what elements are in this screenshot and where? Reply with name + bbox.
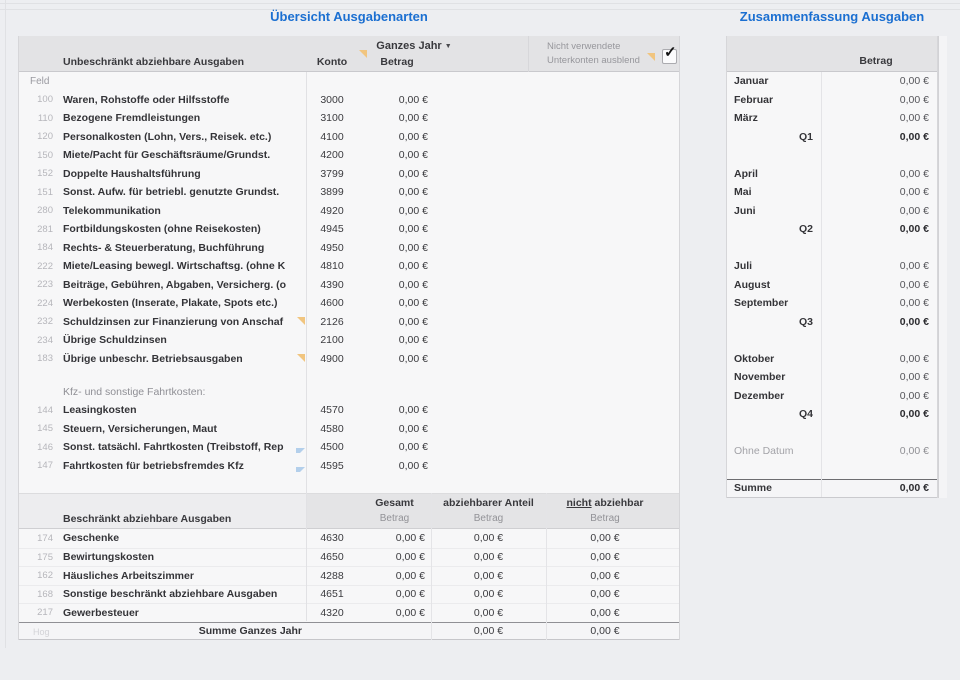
row-number-cell: 147	[37, 460, 53, 472]
gesamt-cell[interactable]: 0,00 €	[395, 532, 425, 545]
chevron-down-icon: ▼	[444, 43, 452, 50]
row-number-cell: 184	[37, 242, 53, 254]
betrag-cell[interactable]: 0,00 €	[398, 422, 428, 435]
summary-row-label: Q4	[798, 408, 813, 421]
summary-row-label: Juli	[734, 260, 753, 273]
row-number-cell: 183	[37, 353, 53, 365]
summary-row-label: Q3	[798, 315, 813, 328]
expenses-table	[18, 36, 680, 640]
konto-cell[interactable]: 4595	[320, 459, 344, 472]
summary-row[interactable]	[727, 202, 937, 221]
konto-cell[interactable]: 4920	[320, 204, 344, 217]
header-divider	[528, 36, 529, 72]
summary-row[interactable]	[727, 109, 937, 128]
gesamt-column-subheader: Betrag	[379, 513, 410, 524]
total-row-label: Summe Ganzes Jahr	[198, 624, 302, 637]
description-cell[interactable]: Fortbildungskosten (ohne Reisekosten)	[63, 223, 261, 236]
summary-row-label: Ohne Datum	[734, 445, 794, 458]
summary-row-label: Q2	[798, 223, 813, 236]
nicht-cell[interactable]: 0,00 €	[590, 532, 620, 545]
betrag-cell[interactable]: 0,00 €	[398, 278, 428, 291]
summary-row[interactable]	[727, 461, 937, 480]
konto-cell[interactable]: 4580	[320, 422, 344, 435]
betrag-cell[interactable]: 0,00 €	[398, 334, 428, 347]
kfz-section-label: Kfz- und sonstige Fahrtkosten:	[63, 385, 206, 398]
hide-unused-checkbox[interactable]	[662, 44, 677, 64]
konto-cell[interactable]: 4100	[320, 130, 344, 143]
summary-value-cell[interactable]: 0,00 €	[899, 260, 929, 273]
summary-value-cell[interactable]: 0,00 €	[899, 352, 929, 365]
description-cell[interactable]: Leasingkosten	[63, 404, 137, 417]
konto-cell[interactable]: 4651	[320, 588, 344, 601]
column-gridline	[821, 72, 822, 497]
hide-unused-label-line1: Nicht verwendete	[547, 41, 621, 52]
anteil-column-header: abziehbarer Anteil	[443, 497, 534, 509]
comment-marker-icon	[296, 448, 305, 453]
row-number-cell: 152	[37, 168, 53, 180]
betrag-cell[interactable]: 0,00 €	[398, 241, 428, 254]
period-dropdown[interactable]: Ganzes Jahr ▼	[376, 40, 452, 52]
summary-row[interactable]	[727, 294, 937, 313]
total-anteil-cell[interactable]: 0,00 €	[473, 624, 504, 637]
description-cell[interactable]: Bezogene Fremdleistungen	[63, 112, 201, 125]
summary-table-header	[727, 36, 937, 72]
betrag-cell[interactable]: 0,00 €	[398, 223, 428, 236]
table-row[interactable]	[19, 220, 679, 239]
betrag-cell[interactable]: 0,00 €	[398, 352, 428, 365]
row-number-cell: 145	[37, 423, 53, 435]
hide-unused-label-line2: Unterkonten ausblend	[547, 55, 640, 66]
row-number-cell: 280	[37, 205, 53, 217]
summary-row[interactable]	[727, 146, 937, 165]
summary-row[interactable]	[727, 72, 937, 91]
summary-betrag-column-header: Betrag	[859, 55, 893, 67]
betrag-cell[interactable]: 0,00 €	[398, 112, 428, 125]
konto-column-header: Konto	[316, 56, 348, 68]
konto-cell[interactable]: 2126	[320, 315, 344, 328]
row-number-cell: 232	[37, 316, 53, 328]
konto-cell[interactable]: 4600	[320, 297, 344, 310]
kfz-expense-rows	[19, 401, 679, 475]
summary-row-label: Februar	[734, 93, 774, 106]
table-row[interactable]	[19, 109, 679, 128]
summary-row-label: Juni	[734, 204, 756, 217]
description-cell[interactable]: Telekommunikation	[63, 204, 161, 217]
nicht-cell[interactable]: 0,00 €	[590, 569, 620, 582]
checkmark-icon: ✓	[664, 44, 677, 61]
konto-cell[interactable]: 4320	[320, 606, 344, 619]
table-row[interactable]	[19, 294, 679, 313]
row-number-cell: 146	[37, 441, 53, 453]
table-row[interactable]	[19, 566, 679, 585]
table-row[interactable]	[19, 350, 679, 369]
kfz-section-row	[19, 383, 679, 402]
row-number-cell: 175	[37, 551, 53, 563]
gesamt-cell[interactable]: 0,00 €	[395, 606, 425, 619]
summary-row[interactable]	[727, 276, 937, 295]
summary-row-label: Januar	[734, 75, 769, 88]
gesamt-cell[interactable]: 0,00 €	[395, 569, 425, 582]
table-row[interactable]	[19, 165, 679, 184]
table-row[interactable]	[19, 585, 679, 604]
table-row[interactable]	[19, 548, 679, 567]
konto-cell[interactable]: 4500	[320, 441, 344, 454]
row-number-cell: 174	[37, 532, 53, 544]
konto-cell[interactable]: 4810	[320, 260, 344, 273]
summary-row[interactable]	[727, 257, 937, 276]
table-row[interactable]	[19, 183, 679, 202]
anteil-cell[interactable]: 0,00 €	[473, 551, 504, 564]
summary-value-cell[interactable]: 0,00 €	[899, 408, 929, 421]
row-number-cell: 150	[37, 149, 53, 161]
column-gridline	[431, 493, 432, 640]
summary-row[interactable]	[727, 387, 937, 406]
table-row[interactable]	[19, 529, 679, 548]
description-cell[interactable]: Sonstige beschränkt abziehbare Ausgaben	[63, 588, 278, 601]
summary-row-label: März	[734, 112, 758, 125]
summary-value-cell[interactable]: 0,00 €	[899, 167, 929, 180]
summary-value-cell[interactable]: 0,00 €	[899, 389, 929, 402]
betrag-cell[interactable]: 0,00 €	[398, 167, 428, 180]
konto-cell[interactable]: 4630	[320, 532, 344, 545]
section2-header-label: Beschränkt abziehbare Ausgaben	[63, 513, 232, 525]
row-number-cell: 162	[37, 570, 53, 582]
summary-row-label: September	[734, 297, 789, 310]
summary-row-label: Q1	[798, 130, 813, 143]
row-number-cell: 234	[37, 334, 53, 346]
table-row[interactable]	[19, 202, 679, 221]
summary-value-cell[interactable]: 0,00 €	[899, 482, 929, 495]
table-row[interactable]	[19, 401, 679, 420]
table-row[interactable]	[19, 603, 679, 622]
row-number-cell: 120	[37, 131, 53, 143]
main-table-title: Übersicht Ausgabenarten	[270, 9, 428, 24]
row-number-cell: 281	[37, 223, 53, 235]
column-gridline	[546, 493, 547, 640]
description-cell[interactable]: Bewirtungskosten	[63, 551, 155, 564]
konto-cell[interactable]: 4288	[320, 569, 344, 582]
total-nicht-cell[interactable]: 0,00 €	[590, 624, 620, 637]
anteil-column-subheader: Betrag	[473, 513, 504, 524]
gesamt-column-header: Gesamt	[375, 497, 414, 509]
summary-value-cell[interactable]: 0,00 €	[899, 75, 929, 88]
konto-cell[interactable]: 4390	[320, 278, 344, 291]
summary-table	[726, 36, 938, 498]
betrag-cell[interactable]: 0,00 €	[398, 459, 428, 472]
table-row[interactable]	[19, 91, 679, 110]
limited-expenses-header	[19, 493, 679, 529]
table-row[interactable]	[19, 313, 679, 332]
nicht-cell[interactable]: 0,00 €	[590, 588, 620, 601]
summary-row[interactable]	[727, 424, 937, 443]
konto-cell[interactable]: 3000	[320, 93, 344, 106]
description-cell[interactable]: Sonst. tatsächl. Fahrtkosten (Treibstoff, Rep	[59, 441, 306, 453]
comment-marker-icon	[647, 53, 655, 61]
anteil-cell[interactable]: 0,00 €	[473, 569, 504, 582]
betrag-cell[interactable]: 0,00 €	[398, 93, 428, 106]
anteil-cell[interactable]: 0,00 €	[473, 532, 504, 545]
table-row[interactable]	[19, 457, 679, 476]
feld-label: Feld	[30, 75, 50, 87]
konto-cell[interactable]: 4945	[320, 223, 344, 236]
summary-row[interactable]	[727, 479, 937, 498]
table-row[interactable]	[19, 239, 679, 258]
konto-cell[interactable]: 4650	[320, 551, 344, 564]
summary-row-label: Mai	[734, 186, 752, 199]
konto-cell[interactable]: 4570	[320, 404, 344, 417]
spacer	[19, 475, 679, 493]
edge-artifact-text: Hog	[33, 626, 50, 637]
summary-value-cell[interactable]: 0,00 €	[899, 204, 929, 217]
row-number-cell: 144	[37, 404, 53, 416]
description-cell[interactable]: Gewerbesteuer	[63, 606, 139, 619]
konto-cell[interactable]: 3899	[320, 186, 344, 199]
betrag-column-header: Betrag	[380, 56, 414, 68]
nicht-column-header: nicht abziehbar	[566, 497, 644, 509]
betrag-cell[interactable]: 0,00 €	[398, 260, 428, 273]
summary-row[interactable]	[727, 350, 937, 369]
konto-cell[interactable]: 2100	[320, 334, 344, 347]
summary-row[interactable]	[727, 165, 937, 184]
konto-cell[interactable]: 4900	[320, 352, 344, 365]
table-row[interactable]	[19, 276, 679, 295]
betrag-cell[interactable]: 0,00 €	[398, 404, 428, 417]
feld-row	[19, 72, 679, 91]
gesamt-cell[interactable]: 0,00 €	[395, 588, 425, 601]
betrag-cell[interactable]: 0,00 €	[398, 130, 428, 143]
summary-value-cell[interactable]: 0,00 €	[899, 278, 929, 291]
summary-value-cell[interactable]: 0,00 €	[899, 315, 929, 328]
row-number-cell: 168	[37, 588, 53, 600]
edge-gridline	[5, 0, 6, 648]
comment-marker-icon	[297, 317, 305, 325]
summary-value-cell[interactable]: 0,00 €	[899, 445, 929, 458]
summary-row-label: August	[734, 278, 771, 291]
description-cell[interactable]: Personalkosten (Lohn, Vers., Reisek. etc.)	[63, 130, 272, 143]
nicht-cell[interactable]: 0,00 €	[590, 606, 620, 619]
section1-header-label: Unbeschränkt abziehbare Ausgaben	[63, 56, 245, 68]
gesamt-cell[interactable]: 0,00 €	[395, 551, 425, 564]
row-number-cell: 222	[37, 260, 53, 272]
comment-marker-icon	[297, 354, 305, 362]
betrag-cell[interactable]: 0,00 €	[398, 204, 428, 217]
summary-row-label: Dezember	[734, 389, 785, 402]
table-row[interactable]	[19, 331, 679, 350]
betrag-cell[interactable]: 0,00 €	[398, 297, 428, 310]
description-cell[interactable]: Häusliches Arbeitszimmer	[63, 569, 194, 582]
konto-cell[interactable]: 3799	[320, 167, 344, 180]
summary-value-cell[interactable]: 0,00 €	[899, 186, 929, 199]
anteil-cell[interactable]: 0,00 €	[473, 606, 504, 619]
column-gridline	[306, 72, 307, 621]
summary-row-label: Summe	[734, 482, 772, 495]
description-cell[interactable]: Übrige unbeschr. Betriebsausgaben	[59, 353, 306, 365]
description-cell[interactable]: Übrige Schuldzinsen	[63, 334, 167, 347]
konto-cell[interactable]: 4200	[320, 149, 344, 162]
summary-row[interactable]	[727, 313, 937, 332]
summary-rows	[727, 72, 937, 498]
betrag-cell[interactable]: 0,00 €	[398, 186, 428, 199]
description-cell[interactable]: Sonst. Aufw. für betriebl. genutzte Grundst.	[63, 186, 280, 199]
summary-table-title: Zusammenfassung Ausgaben	[739, 9, 925, 24]
summary-row[interactable]	[727, 128, 937, 147]
summary-value-cell[interactable]: 0,00 €	[899, 223, 929, 236]
description-cell[interactable]: Miete/Pacht für Geschäftsräume/Grundst.	[63, 149, 271, 162]
row-number-cell: 217	[37, 607, 53, 619]
summary-value-cell[interactable]: 0,00 €	[899, 297, 929, 310]
description-cell[interactable]: Schuldzinsen zur Finanzierung von Anschaf	[59, 316, 306, 328]
summary-row[interactable]	[727, 405, 937, 424]
unlimited-expense-rows	[19, 91, 679, 369]
table-row[interactable]	[19, 146, 679, 165]
description-cell[interactable]: Waren, Rohstoffe oder Hilfsstoffe	[63, 93, 230, 106]
comment-marker-icon	[296, 467, 305, 472]
row-number-cell: 110	[37, 112, 53, 124]
nicht-column-subheader: Betrag	[590, 513, 620, 524]
table-edge-strip	[938, 36, 947, 498]
anteil-cell[interactable]: 0,00 €	[473, 588, 504, 601]
row-number-cell: 223	[37, 279, 53, 291]
description-cell[interactable]: Beiträge, Gebühren, Abgaben, Versicherg. (o	[63, 278, 287, 291]
summary-row[interactable]	[727, 91, 937, 110]
total-row[interactable]	[19, 622, 679, 641]
description-cell[interactable]: Fahrtkosten für betriebsfremdes Kfz	[59, 460, 306, 472]
summary-row-label: Oktober	[734, 352, 775, 365]
summary-row[interactable]	[727, 331, 937, 350]
description-cell[interactable]: Miete/Leasing bewegl. Wirtschaftsg. (ohne K	[63, 260, 286, 273]
description-cell[interactable]: Werbekosten (Inserate, Plakate, Spots etc.)	[63, 297, 278, 310]
konto-cell[interactable]: 4950	[320, 241, 344, 254]
description-cell[interactable]: Steuern, Versicherungen, Maut	[63, 422, 218, 435]
expenses-table-header	[19, 36, 679, 72]
description-cell[interactable]: Doppelte Haushaltsführung	[63, 167, 201, 180]
row-number-cell: 100	[37, 94, 53, 106]
row-number-cell: 224	[37, 297, 53, 309]
limited-expense-rows	[19, 529, 679, 622]
table-row[interactable]	[19, 438, 679, 457]
nicht-cell[interactable]: 0,00 €	[590, 551, 620, 564]
table-row[interactable]	[19, 257, 679, 276]
betrag-cell[interactable]: 0,00 €	[398, 149, 428, 162]
table-row[interactable]	[19, 128, 679, 147]
summary-row[interactable]	[727, 239, 937, 258]
summary-row[interactable]	[727, 442, 937, 461]
description-cell[interactable]: Rechts- & Steuerberatung, Buchführung	[63, 241, 265, 254]
konto-cell[interactable]: 3100	[320, 112, 344, 125]
summary-row-label: April	[734, 167, 758, 180]
row-number-cell: 151	[37, 186, 53, 198]
betrag-cell[interactable]: 0,00 €	[398, 441, 428, 454]
edge-gridline	[0, 3, 960, 4]
summary-row[interactable]	[727, 368, 937, 387]
summary-row[interactable]	[727, 183, 937, 202]
summary-value-cell[interactable]: 0,00 €	[899, 112, 929, 125]
betrag-cell[interactable]: 0,00 €	[398, 315, 428, 328]
summary-value-cell[interactable]: 0,00 €	[899, 93, 929, 106]
summary-value-cell[interactable]: 0,00 €	[899, 130, 929, 143]
spacer	[19, 368, 679, 383]
summary-value-cell[interactable]: 0,00 €	[899, 371, 929, 384]
summary-row-label: November	[734, 371, 786, 384]
table-row[interactable]	[19, 420, 679, 439]
summary-row[interactable]	[727, 220, 937, 239]
description-cell[interactable]: Geschenke	[63, 532, 120, 545]
